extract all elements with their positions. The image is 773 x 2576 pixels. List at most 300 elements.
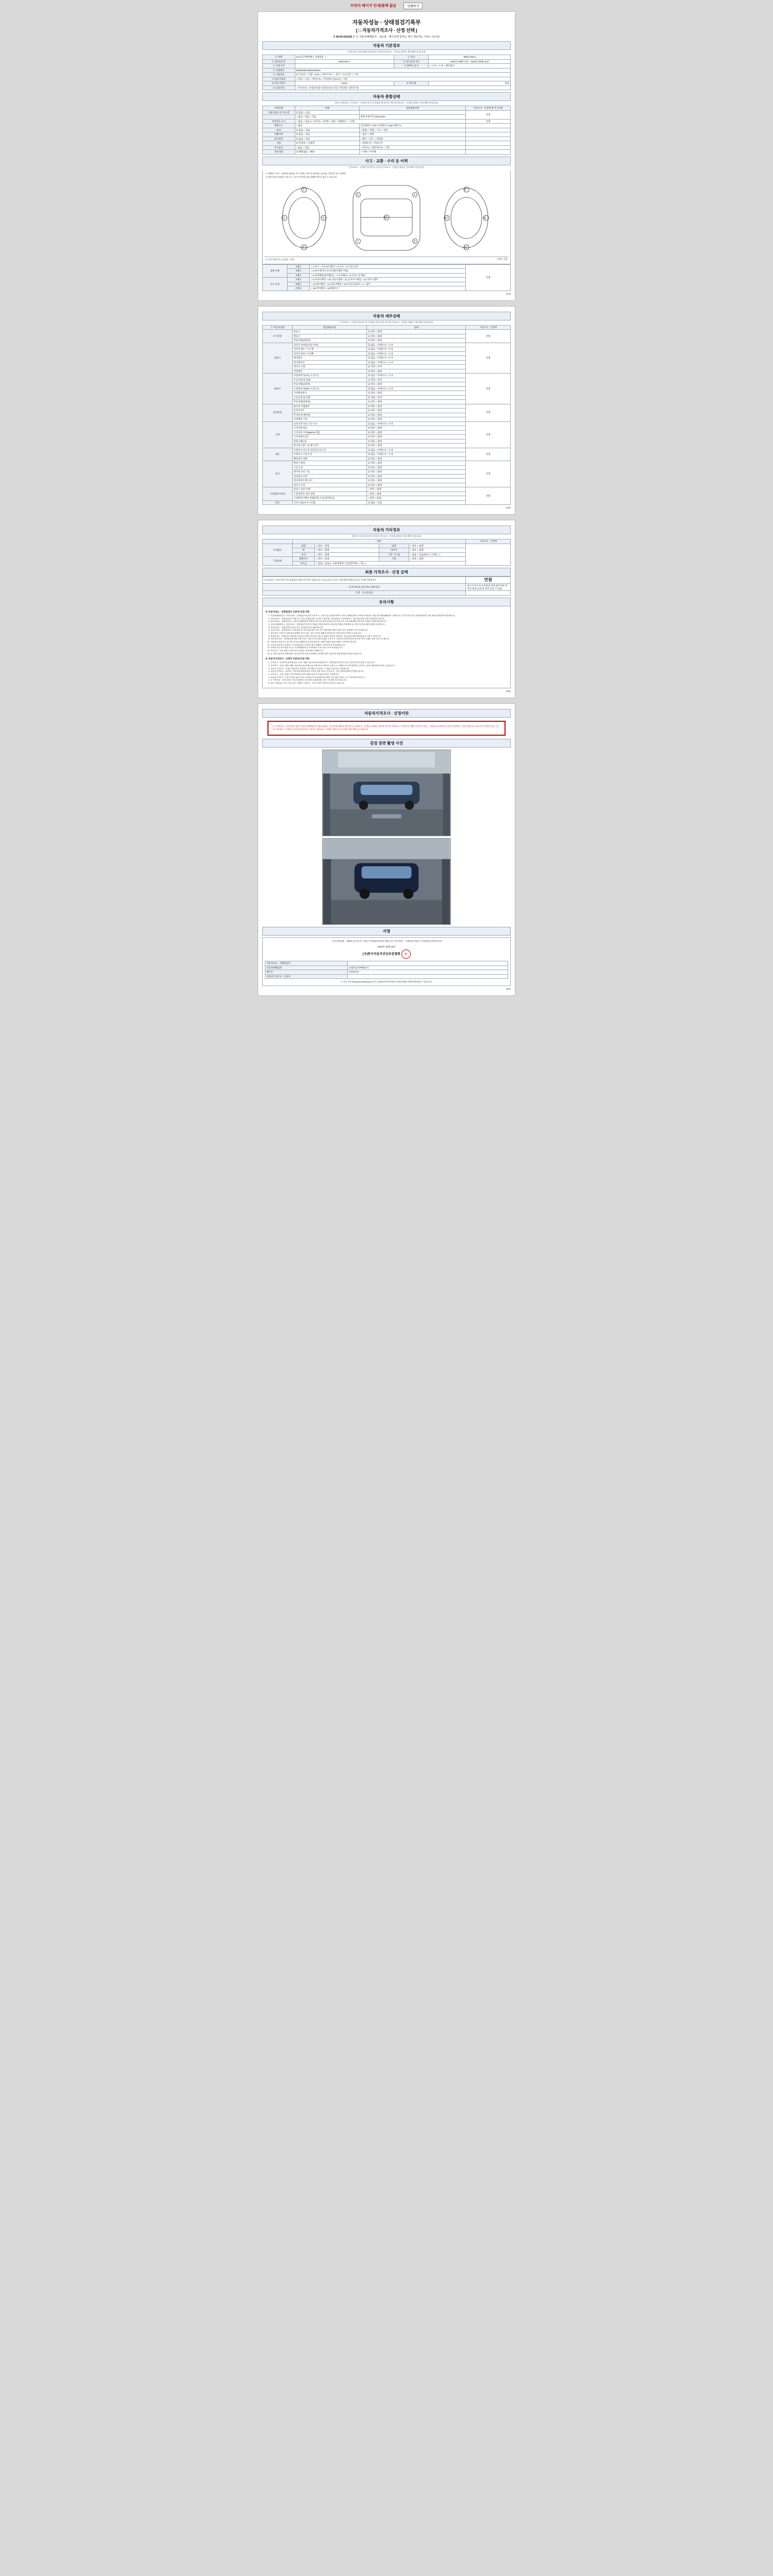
row-state: ☑ 없음 □ 있음 [367, 500, 466, 505]
row-item: 발전기 출력 [292, 461, 366, 466]
col-header [263, 539, 293, 544]
row-state: ☑ 양호 □ 불량 [367, 461, 466, 466]
table-row [263, 124, 511, 128]
row-state: □ 양호 □ 불량 [367, 487, 466, 492]
row-item: 오일유량 및 상태 [292, 378, 366, 382]
row-detail: □ 이행 □ 미이행 [359, 150, 466, 155]
row-item: 연료누출(LP가스포함) [292, 500, 366, 505]
row-label: 색상 [263, 141, 295, 146]
row-note: 연형 [466, 330, 511, 343]
terms-item: 6. 자동차가격조사 · 산정 기록의 유효기간은 산정일로부터 120일이며, 해당 기간 경과 후에는 다시 산정하여야 합니다. [271, 676, 508, 679]
row-item: 워터펌프 [292, 356, 366, 361]
table-row [263, 584, 511, 591]
docno-prefix: 제 [332, 36, 335, 39]
svg-text:M: M [384, 216, 387, 219]
accident-parts-table [262, 264, 511, 291]
etc-table [262, 539, 511, 566]
table-row [263, 421, 511, 426]
table-header-row [263, 325, 511, 330]
cell-value: □ 노후 □ 노후 □ 확인불가 [429, 64, 511, 69]
col-header: 기록조사 · 산정액 [466, 539, 511, 544]
row-item: 배력장치 상태 [292, 456, 366, 461]
row-item: 브레이크 마스터 실린더오일 누유 [292, 448, 366, 452]
row-item: 스티어링 기어(MDPS포함) [292, 430, 366, 435]
rank-items: □ 9.프론트패널 □ 10.크로스멤버 □ 11.인사이드패널 □ 12.사이드멤버 [310, 278, 466, 282]
svg-text:8: 8 [414, 240, 416, 243]
row-item: 클러치 어셈블리 [292, 404, 366, 409]
price-row-label: 가격 · 조사산정자 [263, 591, 466, 596]
sign-row-value: (인)홍길동 [348, 970, 508, 975]
sign-row-value: 보광자동차매매상사 [348, 965, 508, 970]
overall-state-heading: 자동차 종합상태 [262, 92, 511, 101]
cell-label: ⑨ 변속기종류 [263, 77, 295, 81]
row-item: 라디에이터 팬 모터 [292, 479, 366, 483]
table-row [265, 974, 508, 979]
row-label: 개선연료 표시 [263, 119, 295, 124]
etc-note [466, 544, 511, 566]
row-state: ☑ 양호 □ 불량 [367, 474, 466, 479]
row-state: ☑ 양호 □ 불량 [367, 391, 466, 396]
cell-value: 2022년 09월 17일 ~ 2023년 09월 16일 [429, 59, 511, 64]
page-1 [258, 11, 515, 301]
document-number-line [262, 35, 511, 39]
inspection-photo-2 [322, 838, 451, 925]
row-state: □ 양호 □ 불량 [367, 492, 466, 496]
cell-label: ① 차명 [263, 55, 295, 60]
col-header: 항목 [292, 539, 466, 544]
item-label: 내장 [379, 544, 409, 548]
row-item: 충전구 절연 상태 [292, 487, 366, 492]
row-state: □ 없음 [295, 124, 359, 128]
svg-text:5: 5 [357, 193, 359, 197]
print-button[interactable]: 인쇄하기 [404, 3, 423, 9]
row-detail: □ 전체도색 □ 부분도색 [359, 141, 466, 146]
row-detail [359, 110, 466, 115]
sign-row-label: 자동차가격조사 · 산정자 [265, 974, 348, 979]
document-root [0, 0, 773, 996]
row-item: 구동축전지 격리 상태 [292, 492, 366, 496]
row-state: □ 양호 □ 불량 [367, 496, 466, 501]
group-label: 조향 [263, 421, 293, 448]
terms-item: 3. 자동차 가격조사 · 산정은 매수인이 요청하는 경우에만 실시하며, 그 비용은 매수인이 부담합니다. [271, 668, 508, 670]
group-label: 동력전달 [263, 404, 293, 421]
cell-value: KMHE851G8MH033033 [295, 68, 510, 73]
cell-value: □ 자기보증 □ 보험사보증 보험사(보증기간) 기록간물 기준장기준 [295, 86, 510, 90]
item-state: □ 없음 □ 있음 (□ 사용설명서□ 안전삼각대□ □ 잭□ ) [315, 561, 466, 566]
cell-label: ⑦ 차대번호 [263, 68, 295, 73]
item-state: □ 양호 □ 불량 [315, 548, 379, 553]
row-item: 변속기 [292, 334, 366, 338]
car-diagram-panel [262, 170, 511, 264]
row-state: ☑ 없음 □ 미세누유 □ 누유 [367, 374, 466, 378]
svg-text:10: 10 [444, 216, 448, 220]
row-state: ☑ 양호 □ 불량 [367, 400, 466, 404]
rank-label: C랭크 [288, 286, 310, 291]
sign-date: 2023년 10월 18일 [377, 945, 396, 948]
item-state: □ 양호 □ 불량 [409, 557, 466, 562]
detail-state-table [262, 325, 511, 505]
item-state: □ 양호 □ 불량 [315, 552, 379, 557]
row-item: 와이퍼 모터 기능 [292, 470, 366, 474]
detail-heading: 자동차 세부상태 [262, 312, 511, 320]
detail-sub: (기록조사 · 산정작 용사만 록기사항을 원사인의 자동차기록조사 · 산정을 원하신 경우에만 작성니다) [340, 320, 433, 324]
row-state: ☑ 양호 □ 불량 [367, 483, 466, 487]
row-item: 시동 모터 [292, 465, 366, 470]
row-label [263, 115, 295, 120]
terms-item: 3. 자동차성능 · 상태점검자는 자동차 매매업자의 책임 있으며 성능상태 정보와 부득이한 경우 성능상태 해당 성능점검 이행을 기재하여야 합니다. [271, 620, 508, 623]
row-state: ☑ 양호 □ 불량 [367, 330, 466, 334]
col-header: ③ 자동차상태 [263, 325, 293, 330]
seal-stamp-icon: 印 [401, 950, 411, 959]
table-row [263, 141, 511, 146]
pricing-def-heading: 자동차가격조사 · 산정이란 [262, 709, 511, 718]
terms-item: 11. 자동차 성능점검 기록부는 자동차관리법 시행규칙 별지 제82호 서식에 따라 작성되었습니다. [271, 644, 508, 647]
rank-items: □ 6.쿼터패널(리어펜더) □ 7.루프패널 □ 8.사이드실 패널 [310, 273, 466, 278]
terms-item: 10. 사용연료 관련 표시 및 기타 자동차 매매업자 및 성능점검자는 해당 내용을 매수인에게 고지하여야 합니다. [271, 641, 508, 643]
row-item: 원동기 [292, 330, 366, 334]
row-state: ☑ 없음 □ 미세누유 □ 누유 [367, 347, 466, 352]
table-row [263, 343, 511, 347]
table-row [263, 119, 511, 124]
price-row-value [466, 591, 511, 596]
table-row [263, 55, 511, 60]
terms-item: 1. 가격조사 · 산정자의 판단에 따른 것으로 해당 자동차의 실제 판매가격 · 상태점검기록부의 기준 가격과 차이가 있을 수 있습니다. [271, 662, 508, 664]
row-item: 냉각수 수량 [292, 365, 366, 369]
item-state: □ 양호 □ 불량 [409, 548, 466, 553]
table-row [263, 128, 511, 132]
row-state: ☑ 없음 □ 미세누수 □ 누수 [367, 356, 466, 361]
cell-label: ⑪ 배기량 [394, 81, 428, 86]
terms-list-1 [271, 615, 508, 655]
terms-item: 2. 가격조사 · 산정 금액은 해당 자동차의 성능상태 등을 종합적으로 판단한 금액으로, 거래당사자 간의 합의된 금액 또는 실제 거래금액과 다를 수 있습니다. [271, 665, 508, 667]
row-item: 등속죠인트 [292, 409, 366, 413]
accident-sub: (기록조사 · 산정작 용사만의 자동차기록조사 · 산정을 원하신 경우에만 작성니다) [349, 165, 424, 168]
table-row [263, 448, 511, 452]
etc-heading: 자동차 기타정보 [262, 526, 511, 534]
row-item: 추진축 및 베어링 [292, 413, 366, 417]
final-price-heading: 최종 가격조사 · 산정 금액 [262, 568, 511, 577]
item-state: □ 양호 □ 불량 [409, 544, 466, 548]
photo-heading: 검검 장면 촬영 사진 [262, 739, 511, 748]
row-item: 스티어링조인트 [292, 435, 366, 439]
signature-area [262, 937, 511, 987]
row-item: 작동상태(공회전) [292, 382, 366, 387]
row-item: 작동상태(공회전) [292, 338, 366, 343]
rank-label: A랭크 [288, 278, 310, 282]
cell-label: ⑧ 사용연료 [263, 73, 295, 77]
sign-row-value [348, 974, 508, 979]
terms-item: 4. 자동차매매업자는 자동차성능 · 상태점검기록부의 기재된 사항에 대하여 성능점검 책임을 부담하며 동 점검기록부를 매수인에게 교부합니다. [271, 623, 508, 626]
rank-label: 1랭크 [288, 264, 310, 269]
row-note: 연형 [466, 404, 511, 421]
cell-value: G3CE [295, 81, 394, 86]
row-detail: □ 선루프 □ 내비게이션 □ 기타 [359, 145, 466, 150]
item-label: 외장 [292, 544, 314, 548]
row-state: ☑ 양호 □ 불량 [367, 444, 466, 448]
diagram-legend-2: ※ 하단 항목은 상태가 기준으로, 기타 자동차의 실제 상태와 차이가 있을 수 있습니다. [265, 176, 338, 178]
row-label: 리콜대상 [263, 150, 295, 155]
group-label: 수리필요 [263, 544, 293, 557]
table-row [263, 487, 511, 492]
row-state: ☑ 양호 □ 불량 [367, 369, 466, 374]
svg-text:2: 2 [283, 216, 285, 220]
row-state: ☑ 없음 □ 있음 [295, 132, 359, 137]
cell-label: ③ 최초등록일 [263, 59, 295, 64]
basic-info-table [262, 55, 511, 90]
row-state: ☑ 무채색 □ 유채색 [295, 141, 359, 146]
table-row [263, 591, 511, 596]
table-row [263, 68, 511, 73]
row-note: 연형 [466, 343, 511, 374]
table-row [263, 330, 511, 334]
row-state: ☑ 양호 □ 불량 [367, 382, 466, 387]
docno-suffix: 호 ※ 자동차매매업자 · 성능점 · 매수인에 원하는 경우 제공하는 서비스 입니다. [352, 36, 441, 39]
table-row [263, 59, 511, 64]
group-label: 제동 [263, 448, 293, 461]
cell-label: ⑥ 판매가 표시 [394, 64, 428, 69]
terms-item: 5. 자동차성능 · 상태점검의 유효기간은 점검일로부터 120일입니다. [271, 626, 508, 629]
accident-result-text: ※ 사고이력(유무) : ☑ 없음 □ 있음 [265, 258, 295, 261]
cell-value: 365통72013 [429, 55, 511, 60]
table-row [263, 461, 511, 466]
col-header: 점검내용사항 [359, 106, 466, 111]
item-label: 휠 [292, 548, 314, 553]
page-subtitle: ( □ 자동차가격조사 · 산정 선택 ) [356, 28, 417, 33]
cell-label: ⑫ 보증유형 [263, 86, 295, 90]
row-state: ☑ 없음 □ 있음 [295, 110, 359, 115]
page-title: 자동차성능 · 상태점검기록부 [352, 20, 421, 26]
group-label: 전기 [263, 461, 293, 487]
signature-heading: 서명 [262, 927, 511, 936]
page-3 [258, 520, 515, 698]
table-row [263, 264, 511, 269]
table-row [263, 577, 511, 584]
row-detail: □ 렌트 □ 리스 □ 영업용 [359, 137, 466, 141]
row-state: ☑ 없음 □ 미세누유 □ 누유 [367, 343, 466, 347]
row-item: 실린더 헤드 / 가스켓 [292, 347, 366, 352]
table-row [263, 77, 511, 81]
svg-text:12: 12 [464, 246, 467, 249]
price-amount: 만원 [466, 577, 511, 584]
cell-value: 연형 [429, 81, 511, 86]
row-state: ☑ 없음 □ 있음 [295, 128, 359, 132]
row-state: □ 없음 □ 있음 □ 적음 [295, 115, 359, 120]
svg-text:11: 11 [483, 216, 487, 220]
table-header-row [263, 106, 511, 111]
page-2 [258, 306, 515, 515]
table-row [263, 86, 511, 90]
rank-items: □ 16.리어패널 □ 18.휠하우스 [310, 286, 466, 291]
row-note: 연형 [466, 110, 511, 119]
row-item: 작동상태(공회전) [292, 400, 366, 404]
row-note: 연형 [466, 374, 511, 404]
item-label: 보조금 [292, 561, 314, 566]
table-row [263, 132, 511, 137]
terms-list-2 [271, 662, 508, 685]
row-note: 연형 [466, 448, 511, 461]
row-detail: □ 불법 □ 적법 □ 구조 □ 장치 [359, 128, 466, 132]
terms-item: 2. 자동차성능 · 상태점검자가 직접 또는 성능 상태점검을 실시하는 경우에는 성능점검자 소속단체 또는 성능점검 관련 등에 가입하여야 합니다. [271, 618, 508, 620]
terms-item: 5. 가격조사 · 산정 금액은 부가가치세 및 각종 제세공과금이 포함되지 않은 금액입니다. [271, 673, 508, 676]
row-label: 특별이력 [263, 132, 295, 137]
terms-heading: 유의사항 [262, 598, 511, 606]
cell-value: □ 자동 □ 수동 □ 세미오토 □ 무단변속기(CVT) □ 기타 [295, 77, 510, 81]
item-label: 기타 [379, 557, 409, 562]
row-label: 수용자동차 등 특수세 [263, 110, 295, 115]
rank-label: 2랭크 [288, 269, 310, 274]
item-state: □ 없음 □ 있음(좌우:□ / 좌측:□ ) [409, 552, 466, 557]
group-label: 변속기 [263, 374, 293, 404]
car-diagram-svg [273, 179, 500, 257]
page-4 [258, 703, 515, 996]
svg-text:6: 6 [414, 193, 416, 197]
row-item: 커먼레일 [292, 369, 366, 374]
row-state: ☑ 양호 □ 불량 [367, 430, 466, 435]
row-item: 수동변속기(M/T) 오일누유 [292, 386, 366, 391]
table-row [263, 145, 511, 150]
table-row [263, 81, 511, 86]
terms-item: 4. 자동차가격조사 · 산정자는 자동차관리법에 따른 자격을 갖춘 자로서 가격조사 · 산정 결과에 대하여 책임을 집니다. [271, 670, 508, 673]
row-item: 실린더 블록 / 오일팬 [292, 351, 366, 356]
row-note: 연형 [466, 119, 511, 124]
terms-item: 1. 자동차매매업자는 자동차성능 · 상태점검기록부의 기록조사 · 산정 부분 원칙에 의하여 자동차 매매업자에 고객정보 제공하고 매수인의 ID(LMS)에서 기재단 및 고지 및 안내 부분 설명에 의하여 설명 판단을 확인하여 제공합니다. [271, 615, 508, 617]
group-label: 주요 골격 [263, 278, 288, 291]
accident-note: 연형 [466, 264, 511, 291]
table-row [263, 404, 511, 409]
group-label: 외판 부위 [263, 264, 288, 278]
basic-info-sub: (기록간리 기준자제표 용사만의 자동차기록조사 · 산정을 원하신 경우에만 작성니다) [347, 50, 426, 53]
row-state: ☑ 없음 □ 미세누유 □ 누유 [367, 448, 466, 452]
group-label: 고전원전기장치 [263, 487, 293, 501]
table-row [263, 64, 511, 69]
row-state: ☑ 양호 □ 불량 [367, 435, 466, 439]
terms-item: 9. 자동차의 성능 · 상태점검에 대한 보증기간은 자동차 인도일부터 30일 이상 또는 주행거리 2천킬로미터 이상 중 먼저 도래한 것을 기준으로 합니다. [271, 638, 508, 640]
page-number-2: (2/4) [506, 506, 511, 509]
row-item: 라디에이터 [292, 360, 366, 365]
company-label: (사)한국자동차진단보증협회 [362, 953, 400, 956]
price-row-value: 중고차 특수상 부품변경 만원,클러치와 견인비 변경 등에 및 위의 있을 수 있음. [466, 584, 511, 591]
basic-info-heading: 자동차 기본정보 [262, 41, 511, 50]
table-header-row [263, 539, 511, 544]
row-state: ☑ 양호 □ 불량 [367, 456, 466, 461]
table-row [265, 961, 508, 966]
svg-text:7: 7 [357, 240, 359, 243]
item-state: □ 양호 □ 불량 [315, 557, 379, 562]
cell-value [295, 64, 394, 69]
row-state: ☑ 양호 □ 불량 [367, 470, 466, 474]
sign-row-label: 매수인 [265, 970, 348, 975]
row-item: 오일유량 및 상태 [292, 395, 366, 400]
row-state: ☑ 양호 □ 불량 [367, 465, 466, 470]
row-item: 디퍼렌셜 기어 [292, 417, 366, 422]
row-label: 용도변경 [263, 137, 295, 141]
row-state: ☑ 해당없음 □ 해당 [295, 150, 359, 155]
item-label: 기본 시스템 [379, 552, 409, 557]
table-row [263, 544, 511, 548]
group-label: 기본품목 [263, 557, 293, 566]
col-header: 사용상태 [263, 106, 295, 111]
row-state: ☑ 양호 □ 불량 [367, 479, 466, 483]
cell-label: ⑤ 이전거리 [263, 64, 295, 69]
rank-items: □ 13.대시패널 □ 14.플로어패널 □ 15.트렁크플로어 □ A. 필러 [310, 282, 466, 286]
top-toolbar [0, 0, 773, 11]
row-item: 파워크랭크암 [292, 439, 366, 444]
col-header: 점검내용사항 [292, 325, 366, 330]
table-row [265, 970, 508, 975]
row-item: 실내송풍 모터 [292, 474, 366, 479]
row-detail: 일산화탄소 0.04 % 탄화수소 ppm 매연 % [359, 124, 466, 128]
row-state: ☑ 없음 □ 미세누유 □ 누유 [367, 421, 466, 426]
item-state: □ 양호 □ 불량 [315, 544, 379, 548]
overall-state-sub: (주요 조유옵션, 기록조사 · 산정작 및 록기사항을 원사인의 자동차기록조사 · 산정을 원하신 경우에만 작성니다) [335, 101, 438, 104]
rank-items: □ 1.후드 □ 2.프론트펜더 □ 3.도어 □ 4.트렁크리드 [310, 264, 466, 269]
row-label: 튜닝 [263, 128, 295, 132]
row-detail: 현재 주행거리 30,670 km [359, 115, 466, 120]
row-state: ☑ 양호 □ 불량 [367, 413, 466, 417]
sign-row-label: 자동차성능 · 상태점검자 [265, 961, 348, 966]
row-state: ☑ 양호 □ 불량 [367, 338, 466, 343]
terms-item: 14. 본 점검기록부의 기재내용은 점검 당시의 자동차 상태를 나타내며 향후 자동차의 상태 변화를 보증하지 않습니다. [271, 653, 508, 655]
row-item: 타이로드엔드 및 볼조인트 [292, 444, 366, 448]
item-label: 유리 [292, 552, 314, 557]
row-state: □ 없음 □ 있음 (□ 시간게 □ 시간겐 □ 센터 □ 휠밸런스 □ 기타) [295, 119, 466, 124]
terms-section-2-title: ※ 자동차가격조사 · 산정자 부분에 안내 사항 [265, 657, 310, 660]
col-header: 상태 [367, 325, 466, 330]
col-header: 상태 [295, 106, 359, 111]
row-state: ☑ 적정 □ 부족 [367, 378, 466, 382]
item-label: 타이어 [379, 548, 409, 553]
col-header: 기록조사 · 산정액 [466, 325, 511, 330]
row-note: 연형 [466, 461, 511, 487]
diagram-legend-1: ※ 상태표시 부호 : X(교환), W(판금 또는 용접), C(부식), A(호화), U(요철), T(흠집), S(스크래치) [265, 172, 346, 175]
row-state: ☑ 없음 □ 미세누유 □ 누유 [367, 386, 466, 391]
row-state: ☑ 양호 □ 불량 [367, 426, 466, 431]
terms-item: 7. 본 가격조사 · 산정 결과는 자동차 매매 시 참고자료로 활용되며, 법적 구속력을 갖지 않습니다. [271, 679, 508, 682]
row-label: 주요옵션 [263, 145, 295, 150]
item-label: 방향지시 [292, 557, 314, 562]
row-state: ☑ 없음 □ 미세누수 □ 누수 [367, 360, 466, 365]
row-item: 고전원전기배선 상태(피복,손상,절연체 등) [292, 496, 366, 501]
page-number-4: (4/4) [506, 988, 511, 991]
table-row [263, 374, 511, 378]
svg-text:3: 3 [322, 216, 324, 220]
rank-label: 3랭크 [288, 273, 310, 278]
row-item: 실린더 커버(로커암 커버) [292, 343, 366, 347]
table-row [265, 965, 508, 970]
group-label: 자기진단 [263, 330, 293, 343]
inspection-photo-1 [322, 750, 451, 836]
row-item: 자동변속기(A/T) 오일누유 [292, 374, 366, 378]
table-row [263, 73, 511, 77]
row-item: 윈도우 모터 [292, 483, 366, 487]
pricing-warning-box: ※ '가격조사 · 산정'이라 함은 자동차 매매업자가 매도하려는 자동차에 대하여 매수인이 가격조사 · 산정을 의뢰한 경우에 자동차가격조사 · 산정자가 해당 자동차의 성능 · 상태를 조사하여 가격을 산정하는 것을 말합니다. 매수인이 원하지 않는 경우 가격조사 · 산정을 실시하지 않으며, 자동차 가격조사 · 산정은 매수인이 요청한 경우에만 실시합니다. [267, 721, 506, 736]
etc-sub: (매 록기사항 용사안의 자동차기록조사 · 산정을 원하신 경우에만 작성니다) [351, 535, 422, 537]
row-state: ☑ 양호 □ 불량 [367, 439, 466, 444]
row-note: 연형 [466, 487, 511, 505]
signature-footer: ※ 자신 자동차24(www.car365.go.kr) 또는 (사)한국자동차진단보증협회 홈페이지에서 확인하실 수 있습니다. [341, 981, 432, 984]
terms-body [262, 606, 511, 689]
terms-item: 6. 자동차성능 · 상태점검자는 성능점검 및 성능상태 대한 보증 기간 내에 해당 내용이 있을 경우 보험에서 보상 처리합니다. [271, 629, 508, 632]
sign-statement: 「자동차관리법」 제58조 및 같은 법 시행규칙 제120조에 따라 위와 같이 자동차성능 · 상태점검 내용을 고지하였음을 확인합니다. [330, 939, 443, 942]
signature-table [265, 961, 508, 979]
detail-state-body [263, 330, 511, 505]
table-row [263, 150, 511, 155]
terms-item: 8. 자동차성능 · 상태점검 기록부의 유효기간 내에 자동차의 성능 및 상태가 변동된 경우에는 성능점검자에게 재점검을 요구할 수 있습니다. [271, 635, 508, 638]
page-number-1: (1/4) [506, 292, 511, 295]
terms-item: 12. 특별이력 및 용도변경 표시는 보험개발원의 사고이력정보 등을 기준으로 작성되었습니다. [271, 647, 508, 649]
print-warning: 프린터 페이지 안내(블랙 없음 [350, 4, 397, 8]
row-item: 동력조향 작동 오일 누유 [292, 421, 366, 426]
